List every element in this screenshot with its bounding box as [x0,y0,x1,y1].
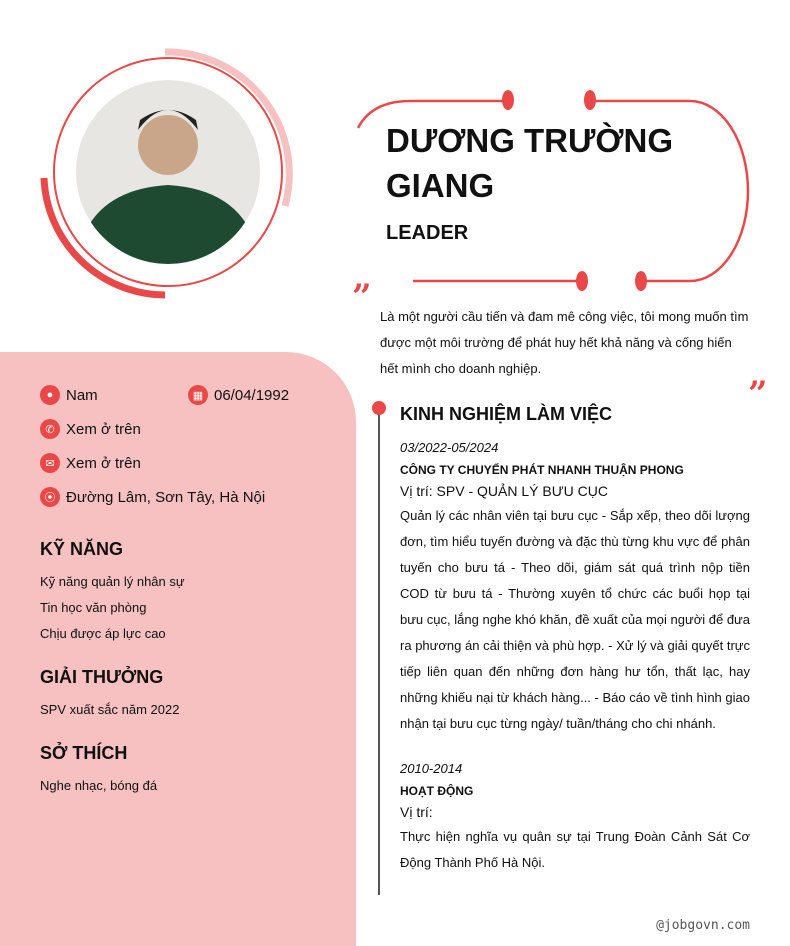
left-panel [0,352,356,946]
birthday: 06/04/1992 [214,386,290,404]
job-date: 03/2022-05/2024 [400,440,499,455]
job-position: Vị trí: SPV - QUẢN LÝ BƯU CỤC [400,483,608,499]
hobby-item: Nghe nhạc, bóng đá [40,778,158,793]
job-title: LEADER [386,222,469,244]
gender-row [40,385,98,405]
address: Đường Lâm, Sơn Tây, Hà Nội [66,488,266,506]
mail-icon: ✉ [40,453,60,473]
job-entry [400,761,750,876]
job-description: Thực hiện nghĩa vụ quân sự tại Trung Đoàn Cảnh Sát Cơ Động Thành Phố Hà Nội. [400,829,750,870]
email-row [40,453,141,473]
skill-item: Tin học văn phòng [40,600,147,615]
email: Xem ở trên [66,454,141,472]
calendar-icon: ▦ [188,385,208,405]
user-icon: ● [40,385,60,405]
timeline-dot [372,401,386,415]
location-icon: ⦿ [40,487,60,507]
hobbies-title: SỞ THÍCH [40,743,128,763]
job-company: CÔNG TY CHUYỂN PHÁT NHANH THUẬN PHONG [400,463,684,477]
birthday-row [188,385,289,405]
skill-item: Kỹ năng quản lý nhân sự [40,574,185,589]
full-name: DƯƠNG TRƯỜNG GIANG [386,122,674,204]
timeline-line [378,408,380,895]
job-company: HOẠT ĐỘNG [400,784,474,798]
job-position: Vị trí: [400,804,433,820]
job-date: 2010-2014 [400,761,463,776]
profile-photo [76,80,260,264]
intro-text: Là một người cầu tiến và đam mê công việc, tôi mong muốn tìm được một môi trường để phát huy hết khả năng và cống hiến hết mình cho doanh nghiệp. [380,309,749,376]
skill-item: Chịu được áp lực cao [40,626,166,641]
footer-watermark: @jobgovn.com [656,918,750,933]
svg-text:”: ” [748,374,768,400]
experience-title: KINH NGHIỆM LÀM VIỆC [400,404,613,424]
job-description: Quản lý các nhân viên tại bưu cục - Sắp xếp, theo dõi lượng đơn, tìm hiểu tuyến đường và đặc thù từng khu vực để phân tuyến cho bưu tá - Theo dõi, giám sát quá trình nộp tiền COD từ bưu tá - Thường xuyên tổ chức các buổi họp tại bưu cục, lắng nghe khó khăn, đề xuất của mọi người để đưa ra phương án cải thiện và phù hợp. - Xử lý và giải quyết trực tiếp liên quan đến những đơn hàng hư tổn, thất lạc, hay những khiếu nại từ khách hàng... - Báo cáo về tình hình giao nhận tại bưu cục từng ngày/ tuần/tháng cho chi nhánh. [400,508,750,731]
phone-icon: ✆ [40,419,60,439]
skills-title: KỸ NĂNG [40,539,124,559]
gender: Nam [66,386,98,404]
svg-text:”: ” [352,277,372,317]
phone-row [40,419,141,439]
address-row [40,487,265,507]
phone: Xem ở trên [66,420,141,438]
award-item: SPV xuất sắc năm 2022 [40,702,180,717]
awards-title: GIẢI THƯỞNG [40,667,164,687]
job-entry [400,440,750,737]
